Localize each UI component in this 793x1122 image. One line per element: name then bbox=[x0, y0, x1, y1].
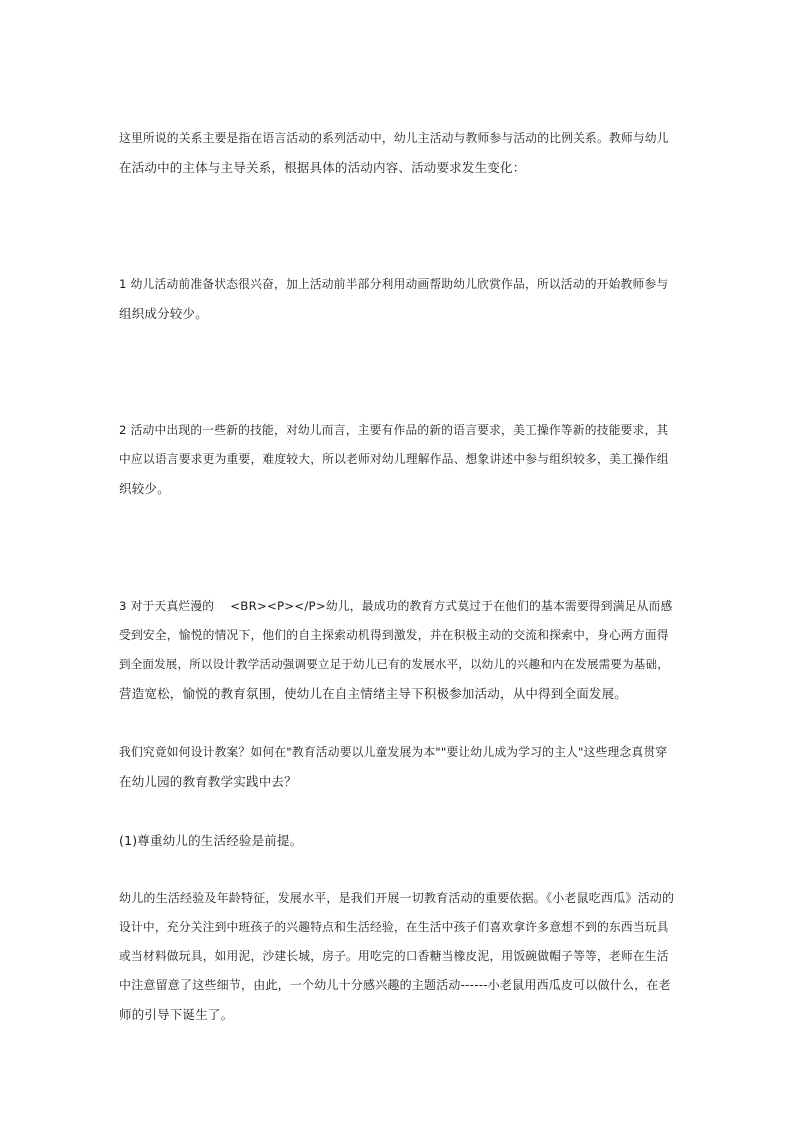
text-line: 组织成分较少。 bbox=[119, 306, 208, 321]
paragraph-point-1 bbox=[119, 270, 675, 328]
text-fragment: <BR><P></P>幼儿，最成功的教育方式莫过于在他们的基本需要得到满足从而感 bbox=[230, 599, 673, 613]
text-line: 我们究竟如何设计教案？如何在"教育活动要以儿童发展为本""要让幼儿成为学习的主人"这些理念真贯穿 bbox=[119, 745, 668, 759]
text-line: 幼儿的生活经验及年龄特征，发展水平，是我们开展一切教育活动的重要依据。《小老鼠吃西瓜》活动的 bbox=[119, 891, 675, 905]
text-line: 中应以语言要求更为重要，难度较大，所以老师对幼儿理解作品、想象讲述中参与组织较多，美工操作组 bbox=[119, 452, 669, 466]
text-line: 织较少。 bbox=[119, 481, 170, 496]
paragraph-point-2 bbox=[119, 416, 675, 503]
text-line: 设计中，充分关注到中班孩子的兴趣特点和生活经验，在生活中孩子们喜欢拿许多意想不到的东西当玩具 bbox=[119, 920, 669, 934]
text-line: (1)尊重幼儿的生活经验是前提。 bbox=[119, 833, 303, 848]
text-line: 中注意留意了这些细节，由此，一个幼儿十分感兴趣的主题活动------小老鼠用西瓜皮可以做什么，在老 bbox=[119, 978, 671, 992]
paragraph-design-question bbox=[119, 738, 675, 796]
text-line: 在活动中的主体与主导关系，根据具体的活动内容、活动要求发生变化： bbox=[119, 160, 526, 175]
text-line: 或当材料做玩具，如用泥，沙建长城，房子。用吃完的口香糖当橡皮泥，用饭碗做帽子等等，老师在生活 bbox=[119, 949, 669, 963]
text-line: 师的引导下诞生了。 bbox=[119, 1007, 234, 1022]
text-line bbox=[119, 592, 675, 621]
text-line: 在幼儿园的教育教学实践中去？ bbox=[119, 774, 297, 789]
text-line: 2 活动中出现的一些新的技能，对幼儿而言，主要有作品的新的语言要求，美工操作等新的技能要求，其 bbox=[119, 423, 669, 437]
text-line: 1 幼儿活动前准备状态很兴奋，加上活动前半部分利用动画帮助幼儿欣赏作品，所以活动的开始教师参与 bbox=[119, 277, 669, 291]
paragraph-relationship-intro bbox=[119, 124, 675, 182]
text-line: 营造宽松，愉悦的教育氛围，使幼儿在自主情绪主导下积极参加活动，从中得到全面发展。 bbox=[119, 686, 628, 701]
paragraph-point-3 bbox=[119, 592, 675, 708]
text-line: 受到安全，愉悦的情况下，他们的自主探索动机得到激发，并在积极主动的交流和探索中，身心两方面得 bbox=[119, 628, 669, 642]
section-heading-respect-experience bbox=[119, 826, 675, 855]
text-fragment: 3 对于天真烂漫的 bbox=[119, 599, 215, 613]
paragraph-life-experience bbox=[119, 884, 675, 1029]
text-line: 到全面发展，所以设计教学活动强调要立足于幼儿已有的发展水平，以幼儿的兴趣和内在发展需要为基础， bbox=[119, 657, 669, 671]
text-line: 这里所说的关系主要是指在语言活动的系列活动中，幼儿主活动与教师参与活动的比例关系。教师与幼儿 bbox=[119, 131, 669, 145]
